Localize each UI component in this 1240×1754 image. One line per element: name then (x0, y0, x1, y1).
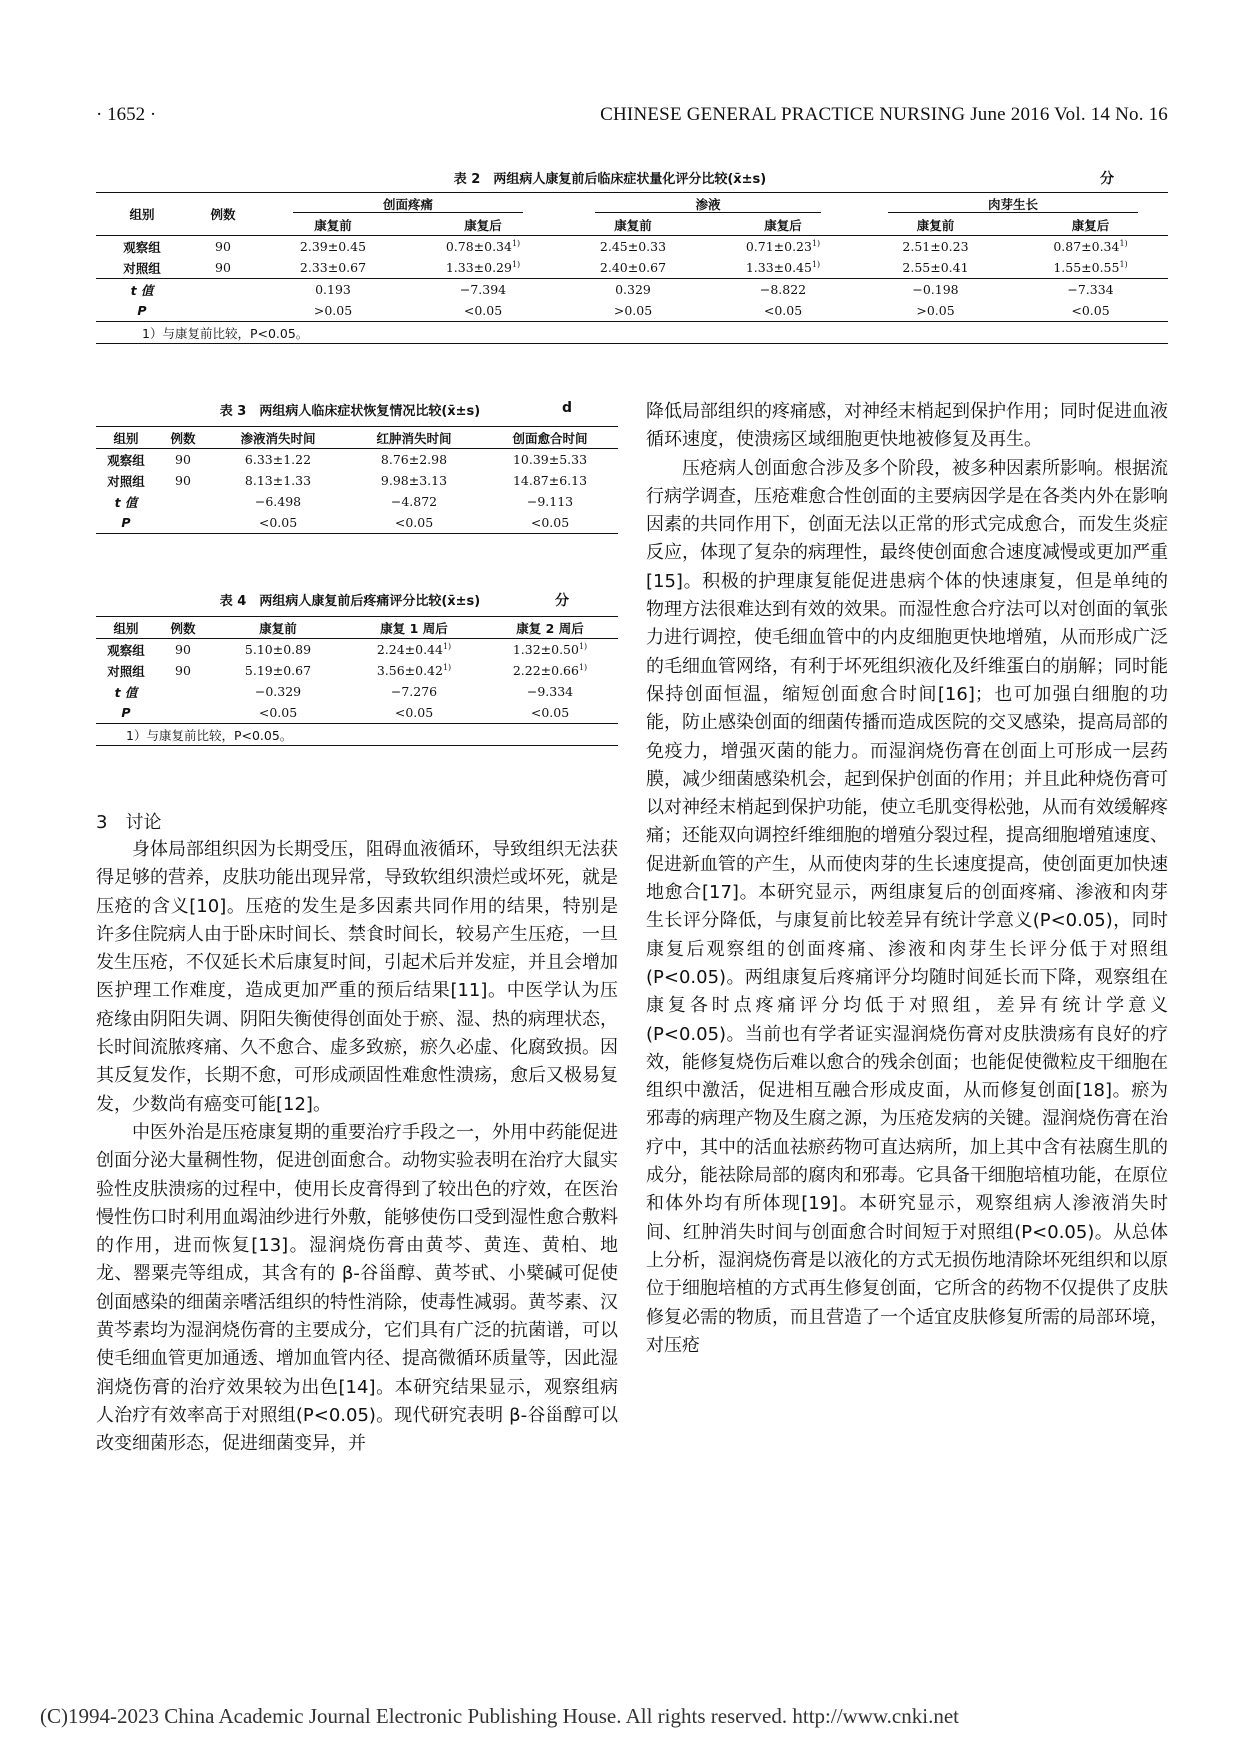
cell: 2.51±0.23 (902, 239, 969, 254)
table2-caption: 表 2 两组病人康复前后临床症状量化评分比较(x̄±s) (453, 172, 767, 187)
cell: $0.87\pm 0.34^{1)}$ (1053, 238, 1128, 255)
cell: 2.55±0.41 (902, 260, 969, 275)
cell: −7.394 (408, 279, 558, 301)
section-heading: 3 讨论 (96, 812, 162, 833)
table4-header: 康复前 (210, 617, 346, 639)
cell: 0.329 (558, 279, 708, 301)
table2-cat-pain: 创面疼痛 (258, 193, 558, 215)
cell: −7.334 (1013, 279, 1168, 301)
row-n (188, 300, 258, 322)
cell: $0.71\pm 0.23^{1)}$ (745, 238, 821, 255)
cell: <0.05 (1013, 300, 1168, 322)
table-row (96, 660, 618, 681)
journal-info: CHINESE GENERAL PRACTICE NURSING June 2016 Vol. 14 No. 16 (600, 104, 1168, 125)
table-row (96, 470, 618, 491)
table3-unit: d (562, 400, 573, 416)
cell: $1.33\pm 0.45^{1)}$ (745, 259, 821, 276)
cell: <0.05 (408, 300, 558, 322)
cell: $0.78\pm 0.34^{1)}$ (445, 238, 521, 255)
row-label: P (96, 300, 188, 322)
paragraph: 中医外治是压疮康复期的重要治疗手段之一，外用中药能促进创面分泌大量稠性物，促进创面愈合。动物实验表明在治疗大鼠实验性皮肤溃疡的过程中，使用长皮膏得到了较出色的疗效，在医治慢性伤口时利用血竭油纱进行外敷，能够使伤口受到湿性愈合敷料的作用，进而恢复[13]。湿润烧伤膏由黄芩、黄连、黄柏、地龙、罂粟壳等组成，其含有的 β-谷甾醇、黄芩甙、小檗碱可促使创面感染的细菌亲嗜活组织的特性消除，使毒性减弱。黄芩素、汉黄芩素均为湿润烧伤膏的主要成分，它们具有广泛的抗菌谱，可以使毛细血管更加通透、增加血管内径、提高微循环质量等，因此湿润烧伤膏的治疗效果较为出色[14]。本研究结果显示，观察组病人治疗有效率高于对照组(P<0.05)。现代研究表明 β-谷甾醇可以改变细菌形态，促进细菌变异，并 (96, 1121, 618, 1455)
cell: $1.55\pm 0.55^{1)}$ (1053, 259, 1128, 276)
row-n: 90 (215, 239, 231, 254)
cell: 14.87±6.13 (512, 473, 588, 488)
cell: 0.193 (258, 279, 408, 301)
cell: 8.13±1.33 (244, 473, 312, 488)
table3-header: 组别 (96, 427, 156, 449)
table4-header: 康复 1 周后 (346, 617, 482, 639)
page-number: · 1652 · (96, 104, 157, 125)
row-n (188, 279, 258, 301)
table3-header: 例数 (156, 427, 210, 449)
table-row (96, 449, 618, 471)
table2-subheader: 康复后 (408, 214, 558, 236)
row-n (156, 512, 210, 534)
row-label: 观察组 (123, 239, 161, 255)
row-n: 90 (215, 260, 231, 275)
row-n: 90 (175, 642, 191, 657)
table-row (96, 236, 1168, 258)
row-n (156, 702, 210, 724)
table4-unit: 分 (555, 593, 569, 609)
table-row (96, 279, 1168, 301)
row-n: 90 (175, 663, 191, 678)
right-column (646, 398, 1168, 1360)
cell: <0.05 (482, 702, 618, 724)
cell: >0.05 (858, 300, 1013, 322)
left-column (96, 836, 618, 1459)
cell: $2.24\pm 0.44^{1)}$ (376, 641, 452, 658)
table2 (96, 192, 1168, 344)
table3-caption: 表 3 两组病人临床症状恢复情况比较(x̄±s) (219, 404, 481, 419)
table2-cat-exudate: 渗液 (558, 193, 858, 215)
paragraph: 身体局部组织因为长期受压，阻碍血液循环，导致组织无法获得足够的营养，皮肤功能出现异常，导致软组织溃烂或坏死，就是压疮的含义[10]。压疮的发生是多因素共同作用的结果，特别是许多住院病人由于卧床时间长、禁食时间长，较易产生压疮，一旦发生压疮，不仅延长术后康复时间，引起术后并发症，并且会增加医护理工作难度，造成更加严重的预后结果[11]。中医学认为压疮缘由阴阳失调、阴阳失衡使得创面处于瘀、湿、热的病理状态，长时间流脓疼痛、久不愈合、虚多致瘀，瘀久必虚、化腐致损。因其反复发作，长期不愈，可形成顽固性难愈性溃疡，愈后又极易复发，少数尚有癌变可能[12]。 (96, 839, 618, 1115)
table4-caption: 表 4 两组病人康复前后疼痛评分比较(x̄±s) (219, 594, 481, 609)
table2-footnote: 1）与康复前比较，P<0.05。 (96, 322, 1168, 344)
cell: $2.22\pm 0.66^{1)}$ (512, 662, 588, 679)
row-label: 观察组 (107, 642, 145, 658)
table4-footnote: 1）与康复前比较，P<0.05。 (96, 724, 618, 746)
cell: −9.113 (526, 494, 574, 509)
table-row (96, 512, 618, 534)
cell: >0.05 (558, 300, 708, 322)
table2-subheader: 康复前 (858, 214, 1013, 236)
cell: −0.198 (858, 279, 1013, 301)
cell: −8.822 (708, 279, 858, 301)
row-label: 对照组 (123, 260, 161, 276)
row-n (156, 491, 210, 512)
cell: 2.40±0.67 (599, 260, 667, 275)
cell: −9.334 (526, 684, 574, 699)
table4-header: 组别 (96, 617, 156, 639)
table2-unit: 分 (1100, 171, 1114, 187)
row-label: 观察组 (107, 452, 145, 468)
cell: $3.56\pm 0.42^{1)}$ (376, 662, 452, 679)
cell: <0.05 (210, 702, 346, 724)
row-label: P (96, 702, 156, 724)
row-n: 90 (175, 473, 191, 488)
cell: 2.33±0.67 (299, 260, 367, 275)
cell: 6.33±1.22 (244, 452, 312, 467)
copyright-footer: (C)1994-2023 China Academic Journal Electronic Publishing House. All rights reserved. http://www.cnki.net (40, 1704, 959, 1728)
table-row (96, 257, 1168, 279)
row-label: t 值 (96, 279, 188, 301)
table2-subheader: 康复后 (708, 214, 858, 236)
table3-header: 创面愈合时间 (482, 427, 618, 449)
table2-n-header: 例数 (188, 193, 258, 236)
cell: −0.329 (254, 684, 302, 699)
cell: <0.05 (346, 702, 482, 724)
cell: −6.498 (254, 494, 302, 509)
cell: $1.33\pm 0.29^{1)}$ (445, 259, 521, 276)
row-n: 90 (175, 452, 191, 467)
table4 (96, 616, 618, 746)
row-label: 对照组 (107, 663, 145, 679)
cell: 2.45±0.33 (599, 239, 667, 254)
row-label: 对照组 (107, 473, 145, 489)
table-row (96, 639, 618, 661)
cell: >0.05 (258, 300, 408, 322)
table2-subheader: 康复前 (258, 214, 408, 236)
table4-header: 例数 (156, 617, 210, 639)
cell: −7.276 (390, 684, 438, 699)
table-row (96, 491, 618, 512)
table2-subheader: 康复后 (1013, 214, 1168, 236)
cell: 5.19±0.67 (244, 663, 312, 678)
running-header (96, 104, 1168, 130)
table2-group-header: 组别 (96, 193, 188, 236)
table3 (96, 426, 618, 534)
table4-header: 康复 2 周后 (482, 617, 618, 639)
cell: −4.872 (390, 494, 438, 509)
table2-cat-granulation: 肉芽生长 (858, 193, 1168, 215)
table-row (96, 300, 1168, 322)
table-row (96, 681, 618, 702)
cell: <0.05 (708, 300, 858, 322)
cell: $1.32\pm 0.50^{1)}$ (512, 641, 588, 658)
cell: <0.05 (210, 512, 346, 534)
paragraph: 降低局部组织的疼痛感，对神经末梢起到保护作用；同时促进血液循环速度，使溃疡区域细胞更快地被修复及再生。 (646, 401, 1168, 451)
table3-header: 红肿消失时间 (346, 427, 482, 449)
row-label: P (96, 512, 156, 534)
row-label: t 值 (114, 494, 138, 510)
paragraph: 压疮病人创面愈合涉及多个阶段，被多种因素所影响。根据流行病学调查，压疮难愈合性创面的主要病因学是在各类内外在影响因素的共同作用下，创面无法以正常的形式完成愈合，而发生炎症反应，体现了复杂的病理性，最终使创面愈合速度减慢或更加严重[15]。积极的护理康复能促进患病个体的快速康复，但是单纯的物理方法很难达到有效的效果。而湿性愈合疗法可以对创面的氧张力进行调控，使毛细血管中的内皮细胞更快地增殖，从而形成广泛的毛细血管网络，有利于坏死组织液化及纤维蛋白的崩解；同时能保持创面恒温，缩短创面愈合时间[16]；也可加强白细胞的功能，防止感染创面的细菌传播而造成医院的交叉感染，提高局部的免疫力，增强灭菌的能力。而湿润烧伤膏在创面上可形成一层药膜，减少细菌感染机会，起到保护创面的作用；并且此种烧伤膏可以对神经末梢起到保护功能，使立毛肌变得松弛，从而有效缓解疼痛；还能双向调控纤维细胞的增殖分裂过程，提高细胞增殖速度、促进新血管的产生，从而使肉芽的生长速度提高，使创面更加快速地愈合[17]。本研究显示，两组康复后的创面疼痛、渗液和肉芽生长评分降低，与康复前比较差异有统计学意义(P<0.05)，同时康复后观察组的创面疼痛、渗液和肉芽生长评分低于对照组(P<0.05)。两组康复后疼痛评分均随时间延长而下降，观察组在康复各时点疼痛评分均低于对照组，差异有统计学意义(P<0.05)。当前也有学者证实湿润烧伤膏对皮肤溃疡有良好的疗效，能修复烧伤后难以愈合的残余创面；也能促使微粒皮干细胞在组织中激活，促进相互融合形成皮面，从而修复创面[18]。瘀为邪毒的病理产物及生腐之源，为压疮发病的关键。湿润烧伤膏在治疗中，其中的活血祛瘀药物可直达病所，加上其中含有祛腐生肌的成分，能祛除局部的腐肉和邪毒。它具备干细胞培植功能，在原位和体外均有所体现[19]。本研究显示，观察组病人渗液消失时间、红肿消失时间与创面愈合时间短于对照组(P<0.05)。从总体上分析，湿润烧伤膏是以液化的方式无损伤地清除坏死组织和以原位于细胞培植的方式再生修复创面，它所含的药物不仅提供了皮肤修复必需的物质，而且营造了一个适宜皮肤修复所需的局部环境，对压疮 (646, 457, 1168, 1356)
table-row (96, 702, 618, 724)
cell: 9.98±3.13 (380, 473, 448, 488)
cell: 8.76±2.98 (380, 452, 448, 467)
cell: 5.10±0.89 (244, 642, 312, 657)
cell: 10.39±5.33 (512, 452, 588, 467)
cell: 2.39±0.45 (299, 239, 367, 254)
cell: <0.05 (346, 512, 482, 534)
cell: <0.05 (482, 512, 618, 534)
row-n (156, 681, 210, 702)
row-label: t 值 (114, 684, 138, 700)
table2-subheader: 康复前 (558, 214, 708, 236)
table3-header: 渗液消失时间 (210, 427, 346, 449)
